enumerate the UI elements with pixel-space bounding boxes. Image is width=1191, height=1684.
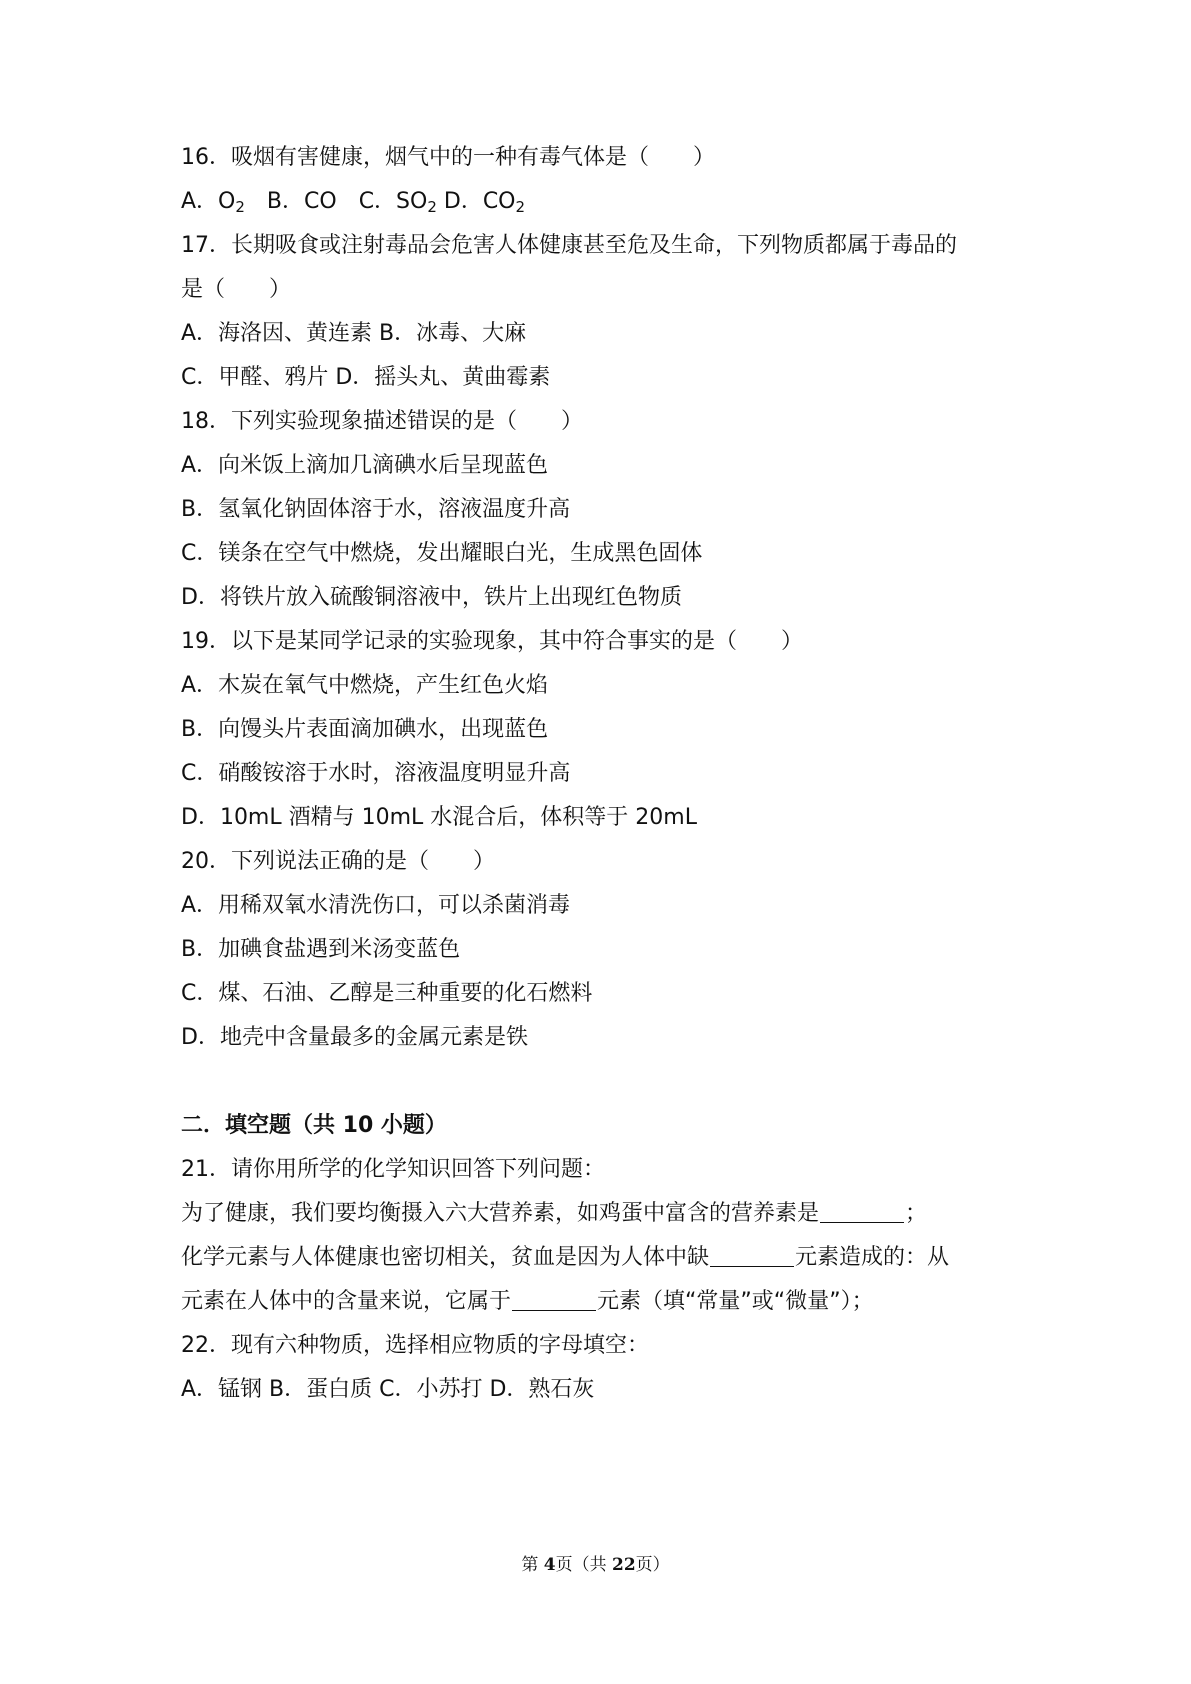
- text-segment: 元素（填“常量”或“微量”）；: [597, 1289, 874, 1314]
- question-20-option-a: A．用稀双氧水清洗伤口，可以杀菌消毒: [181, 893, 571, 918]
- subscript: 2: [427, 198, 437, 216]
- option-a-label: A．O: [181, 189, 236, 214]
- question-18-option-c: C．镁条在空气中燃烧，发出耀眼白光，生成黑色固体: [181, 541, 703, 566]
- question-16-stem: 16．吸烟有害健康，烟气中的一种有毒气体是（ ）: [181, 145, 715, 170]
- footer-text: 页（共: [555, 1555, 612, 1575]
- text-segment: ；: [905, 1201, 928, 1226]
- option-bc-label: B．CO C．SO: [244, 189, 428, 214]
- question-19-option-c: C．硝酸铵溶于水时，溶液温度明显升高: [181, 761, 571, 786]
- question-17-options-ab: A．海洛因、黄连素 B．冰毒、大麻: [181, 321, 527, 346]
- subscript: 2: [235, 198, 245, 216]
- question-17-stem-line-1: 17．长期吸食或注射毒品会危害人体健康甚至危及生命，下列物质都属于毒品的: [181, 233, 957, 258]
- question-22-options: A．锰钢 B．蛋白质 C．小苏打 D．熟石灰: [181, 1377, 595, 1402]
- footer-text: 页）: [635, 1555, 670, 1575]
- total-pages: 22: [611, 1555, 636, 1575]
- question-21-line-2: [181, 1243, 949, 1273]
- answer-blank[interactable]: [512, 1288, 596, 1311]
- question-20-option-c: C．煤、石油、乙醇是三种重要的化石燃料: [181, 981, 593, 1006]
- question-19-stem: 19．以下是某同学记录的实验现象，其中符合事实的是（ ）: [181, 629, 803, 654]
- question-19-option-b: B．向馒头片表面滴加碘水，出现蓝色: [181, 717, 549, 742]
- question-20-stem: 20．下列说法正确的是（ ）: [181, 849, 495, 874]
- page-footer: [0, 1550, 1191, 1575]
- question-17-options-cd: C．甲醛、鸦片 D．摇头丸、黄曲霉素: [181, 365, 551, 390]
- text-segment: 化学元素与人体健康也密切相关，贫血是因为人体中缺: [181, 1245, 710, 1270]
- question-16-options: [181, 187, 525, 217]
- question-22-stem: 22．现有六种物质，选择相应物质的字母填空：: [181, 1333, 649, 1358]
- question-18-option-b: B．氢氧化钠固体溶于水，溶液温度升高: [181, 497, 571, 522]
- question-21-line-1: [181, 1199, 927, 1229]
- question-21-stem: 21．请你用所学的化学知识回答下列问题：: [181, 1157, 605, 1182]
- text-segment: 为了健康，我们要均衡摄入六大营养素，如鸡蛋中富含的营养素是: [181, 1201, 820, 1226]
- subscript: 2: [515, 198, 526, 216]
- answer-blank[interactable]: [710, 1244, 794, 1267]
- question-19-option-d: D．10mL 酒精与 10mL 水混合后，体积等于 20mL: [181, 805, 697, 830]
- page-number: 4: [543, 1555, 556, 1575]
- question-20-option-b: B．加碘食盐遇到米汤变蓝色: [181, 937, 461, 962]
- section-heading: 二．填空题（共 10 小题）: [181, 1113, 447, 1138]
- footer-text: 第: [521, 1555, 544, 1575]
- question-19-option-a: A．木炭在氧气中燃烧，产生红色火焰: [181, 673, 549, 698]
- answer-blank[interactable]: [820, 1200, 904, 1223]
- text-segment: 元素造成的：从: [795, 1245, 950, 1270]
- question-18-option-d: D．将铁片放入硫酸铜溶液中，铁片上出现红色物质: [181, 585, 682, 610]
- question-18-option-a: A．向米饭上滴加几滴碘水后呈现蓝色: [181, 453, 549, 478]
- question-21-line-3: [181, 1287, 874, 1317]
- question-20-option-d: D．地壳中含量最多的金属元素是铁: [181, 1025, 528, 1050]
- question-18-stem: 18．下列实验现象描述错误的是（ ）: [181, 409, 583, 434]
- option-d-label: D．CO: [436, 189, 516, 214]
- question-17-stem-line-2: 是（ ）: [181, 277, 292, 302]
- text-segment: 元素在人体中的含量来说，它属于: [181, 1289, 512, 1314]
